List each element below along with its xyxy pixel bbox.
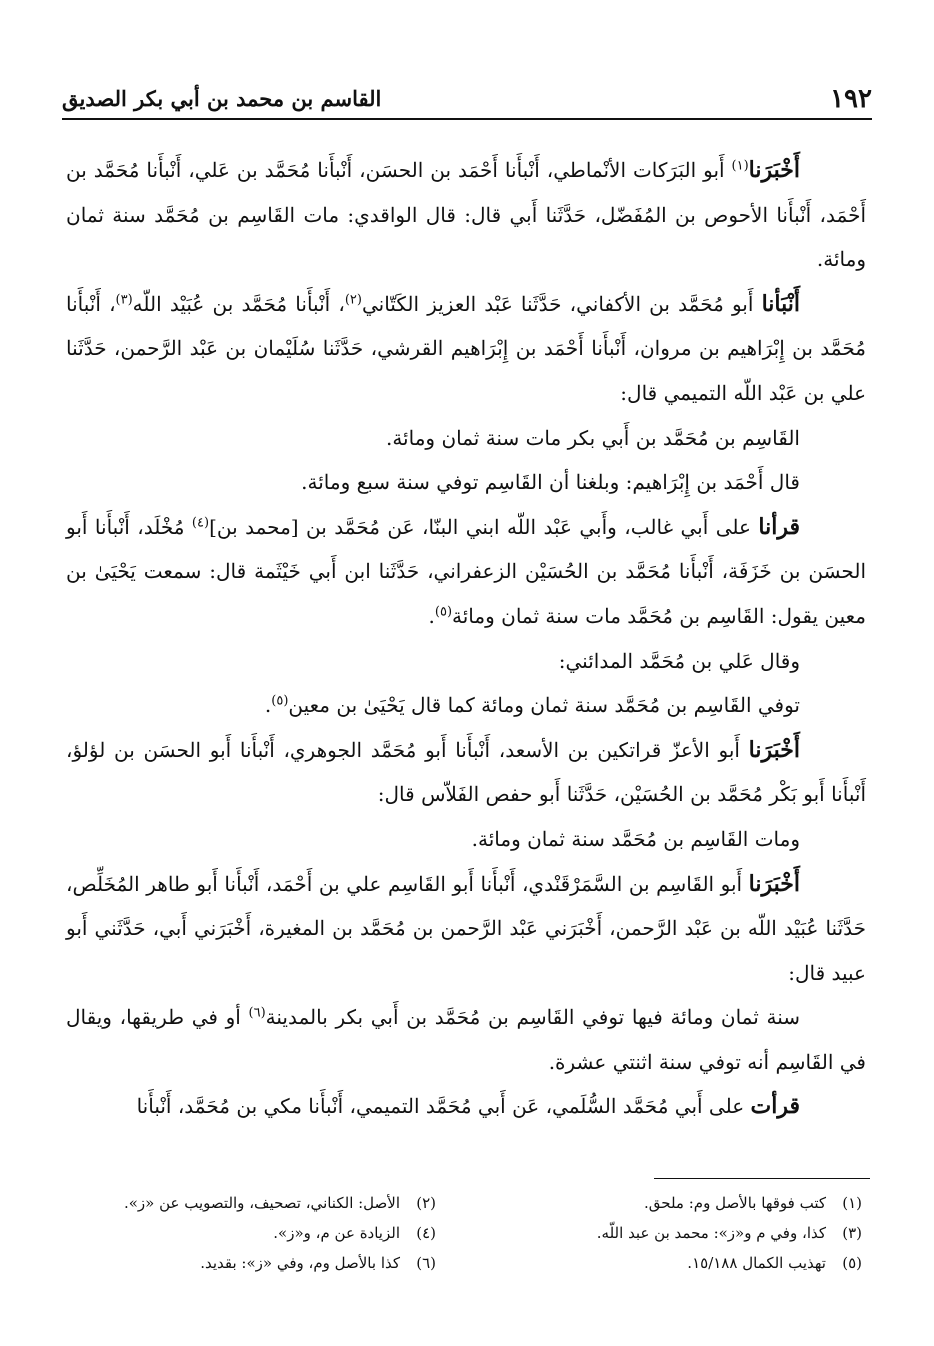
paragraph-text: . bbox=[428, 603, 435, 628]
paragraph-text: ، أَنْبأَنا مُحَمَّد بن إِبْرَاهيم بن مروان، أَنْبأَنا أَحْمَد بن إِبْرَاهيم القرشي، حَدَّثَنا سُلَيْمان بن عَبْد الرَّحمن، حَدَّثَنا علي بن عَبْد اللّه التميمي قال: bbox=[66, 291, 866, 405]
paragraph-text: قال أَحْمَد بن إِبْرَاهيم: وبلغنا أن القَاسِم توفي سنة سبع ومائة. bbox=[301, 470, 800, 495]
isnad-keyword: أَخْبَرَنا bbox=[748, 157, 800, 183]
paragraph-text: . bbox=[264, 693, 272, 718]
footnote-marker: (٥) bbox=[434, 604, 453, 620]
footnote-number: (٢) bbox=[416, 1194, 436, 1212]
paragraph bbox=[66, 148, 866, 282]
footnote-text: كتب فوقها بالأصل وم: ملحق. bbox=[644, 1194, 826, 1212]
isnad-keyword: قرأنا bbox=[758, 513, 800, 540]
isnad-keyword: أَخْبَرَنا bbox=[748, 736, 800, 763]
paragraph-text: أو في طريقها، ويقال في القَاسِم أنه توفي سنة اثنتي عشرة. bbox=[66, 1005, 866, 1074]
footnote-text: تهذيب الكمال ١٥/١٨٨. bbox=[687, 1254, 826, 1272]
body-text bbox=[66, 148, 866, 1129]
footnote bbox=[70, 1218, 436, 1248]
paragraph bbox=[66, 728, 866, 817]
paragraph-text: أَبو الأعزّ قراتكين بن الأسعد، أَنْبأَنا أَبو مُحَمَّد الجوهري، أَنْبأَنا أَبو الحسَن بن لؤلؤ، أَنْبأَنا أَبو بَكْر مُحَمَّد بن الحُسَيْن، حَدَّثَنا أَبو حفص الفَلاّس قال: bbox=[66, 737, 866, 807]
footnote bbox=[70, 1188, 436, 1218]
footnote-marker: (٣) bbox=[115, 292, 133, 308]
footnote-rule bbox=[654, 1178, 870, 1179]
paragraph bbox=[66, 505, 866, 639]
paragraph bbox=[66, 416, 866, 461]
paragraph-text: أَبو القَاسِم بن السَّمَرْقَنْدي، أَنْبأَنا أَبو القَاسِم علي بن أَحْمَد، أَنْبأَنا أَبو طاهر المُخَلِّص، حَدَّثَنا عُبَيْد اللّه بن عَبْد الرَّحمن، أَخْبَرَني عَبْد الرَّحمن بن مُحَمَّد بن المغيرة، أَخْبَرَني أَبي، حَدَّثَني أَبو عبيد قال: bbox=[66, 871, 866, 985]
paragraph-text: على أَبي غالب، وأَبي عَبْد اللّه ابني البنّا، عَن مُحَمَّد بن [محمد بن] bbox=[209, 514, 759, 539]
paragraph-text: توفي القَاسِم بن مُحَمَّد سنة ثمان ومائة كما قال يَحْيَىٰ بن معين bbox=[288, 693, 800, 718]
footnote-marker: (٤) bbox=[191, 515, 210, 531]
footnote-number: (٣) bbox=[842, 1224, 862, 1242]
paragraph-text: وقال عَلي بن مُحَمَّد المدائني: bbox=[558, 648, 800, 673]
footnote bbox=[496, 1218, 862, 1248]
running-title: القاسم بن محمد بن أبي بكر الصديق bbox=[62, 86, 382, 111]
footnote-text: الزيادة عن م، و«ز». bbox=[273, 1224, 400, 1242]
isnad-keyword: أَخْبَرَنا bbox=[748, 870, 800, 897]
paragraph-text: ومات القَاسِم بن مُحَمَّد سنة ثمان ومائة. bbox=[471, 826, 800, 851]
page-header bbox=[62, 78, 872, 120]
footnote bbox=[496, 1248, 862, 1278]
footnote-text: كذا بالأصل وم، وفي «ز»: بقديد. bbox=[200, 1254, 400, 1272]
footnote-number: (١) bbox=[842, 1194, 862, 1212]
paragraph-text: على أَبي مُحَمَّد السُّلَمي، عَن أَبي مُحَمَّد التميمي، أَنْبأَنا مكي بن مُحَمَّد، أَنْبأَنا bbox=[136, 1094, 751, 1119]
footnote-marker: (٢) bbox=[344, 292, 362, 308]
footnote bbox=[70, 1248, 436, 1278]
footnotes bbox=[70, 1188, 862, 1278]
paragraph bbox=[66, 639, 866, 684]
paragraph bbox=[66, 862, 866, 996]
footnote-marker: (٦) bbox=[248, 1005, 266, 1021]
footnote-number: (٥) bbox=[842, 1254, 862, 1272]
isnad-keyword: أَنْبَأنا bbox=[761, 290, 800, 317]
paragraph-text: ، أَنْبأَنا مُحَمَّد بن عُبَيْد اللّه bbox=[132, 291, 345, 316]
paragraph bbox=[66, 1084, 866, 1129]
paragraph bbox=[66, 995, 866, 1084]
footnote-text: الأصل: الكناني، تصحيف، والتصويب عن «ز». bbox=[123, 1194, 400, 1212]
footnote-marker: (٥) bbox=[271, 693, 289, 709]
footnote-marker: (١) bbox=[731, 158, 749, 174]
paragraph bbox=[66, 817, 866, 862]
paragraph bbox=[66, 460, 866, 505]
isnad-keyword: قرأت bbox=[750, 1093, 800, 1120]
footnote-text: كذا، وفي م و«ز»: محمد بن عبد اللّه. bbox=[596, 1224, 826, 1242]
paragraph-text: أَبو البَرَكات الأنْماطي، أَنْبأَنا أَحْمَد بن الحسَن، أَنْبأَنا مُحَمَّد بن عَلي، أَنْبأَنا مُحَمَّد بن أَحْمَد، أَنْبأَنا الأحوص بن المُفَضّل، حَدَّثَنا أَبي قال: قال الواقدي: مات القَاسِم بن مُحَمَّد سنة ثمان ومائة. bbox=[66, 158, 866, 272]
footnote-number: (٤) bbox=[416, 1224, 436, 1242]
paragraph-text: أَبو مُحَمَّد بن الأكفاني، حَدَّثَنا عَبْد العزيز الكَتّاني bbox=[361, 291, 762, 316]
page-number: ١٩٢ bbox=[830, 84, 872, 114]
footnote bbox=[496, 1188, 862, 1218]
paragraph-text: القَاسِم بن مُحَمَّد بن أَبي بكر مات سنة ثمان ومائة. bbox=[385, 425, 800, 450]
paragraph-text: سنة ثمان ومائة فيها توفي القَاسِم بن مُحَمَّد بن أَبي بكر بالمدينة bbox=[265, 1005, 800, 1030]
paragraph bbox=[66, 683, 866, 728]
paragraph bbox=[66, 282, 866, 416]
footnote-number: (٦) bbox=[416, 1254, 436, 1272]
paragraph-text: مُخْلَد، أَنْبأَنا أَبو الحسَن بن خَزَفَة، أَنْبأَنا مُحَمَّد بن الحُسَيْن الزعفراني، حَدَّثَنا ابن أَبي خَيْثَمة قال: سمعت يَحْيَىٰ بن معين يقول: القَاسِم بن مُحَمَّد مات سنة ثمان ومائة bbox=[66, 514, 866, 628]
